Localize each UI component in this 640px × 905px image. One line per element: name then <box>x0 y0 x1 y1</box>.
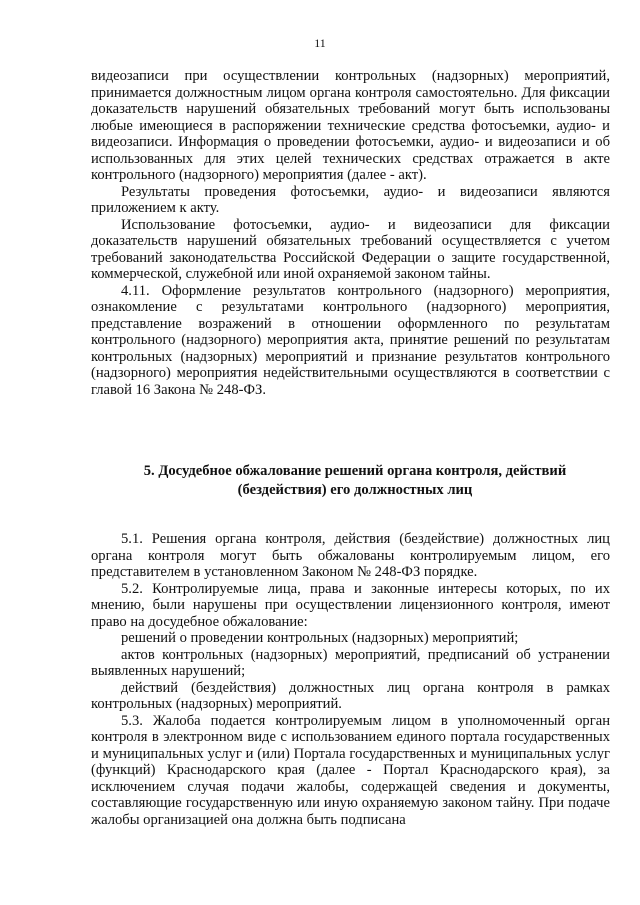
body-text-top <box>91 68 610 398</box>
list-item: актов контрольных (надзорных) мероприятий, предписаний об устранении выявленных нарушений; <box>91 646 610 679</box>
paragraph: видеозаписи при осуществлении контрольных (надзорных) мероприятий, принимается должностным лицом органа контроля самостоятельно. Для фиксации доказательств нарушений обязательных требований могут быть использованы любые имеющиеся в распоряжении технические средства фотосъемки, аудио- и видеозаписи. Информация о проведении фотосъемки, аудио- и видеозаписи и об использованных для этих целей технических средствах отражается в акте контрольного (надзорного) мероприятия (далее - акт). <box>91 68 610 183</box>
paragraph: 5.1. Решения органа контроля, действия (бездействие) должностных лиц органа контроля могут быть обжалованы контролируемым лицом, его представителем в установленном Законом № 248-ФЗ порядке. <box>91 531 610 580</box>
paragraph: Результаты проведения фотосъемки, аудио- и видеозаписи являются приложением к акту. <box>91 183 610 216</box>
list-item: решений о проведении контрольных (надзорных) мероприятий; <box>121 630 519 646</box>
page-number: 11 <box>314 36 326 50</box>
paragraph: 4.11. Оформление результатов контрольного (надзорного) мероприятия, ознакомление с результатами контрольного (надзорного) мероприятия, представление возражений в отношении оформленного по результатам контрольного (надзорного) мероприятия акта, принятие решений по результатам контрольных (надзорных) мероприятий и признание результатов контрольного (надзорного) мероприятия недействительными осуществляются в соответствии с главой 16 Закона № 248-ФЗ. <box>91 282 610 398</box>
body-text-bottom <box>91 531 610 828</box>
paragraph: 5.3. Жалоба подается контролируемым лицом в уполномоченный орган контроля в электронном виде с использованием единого портала государственных и муниципальных услуг и (или) Портала государственных и муниципальных услуг (функций) Краснодарского края (далее - Портал Краснодарского края), за исключением случая подачи жалобы, содержащей сведения и документы, составляющие государственную или иную охраняемую законом тайну. При подаче жалобы организацией она должна быть подписана <box>91 712 610 828</box>
list-item: действий (бездействия) должностных лиц органа контроля в рамках контрольных (надзорных) мероприятий. <box>91 679 610 712</box>
paragraph: 5.2. Контролируемые лица, права и законные интересы которых, по их мнению, были нарушены при осуществлении лицензионного контроля, имеют право на досудебное обжалование: <box>91 580 610 630</box>
section-heading: 5. Досудебное обжалование решений органа контроля, действий (бездействия) его должностных лиц <box>143 463 567 498</box>
paragraph: Использование фотосъемки, аудио- и видеозаписи для фиксации доказательств нарушений обязательных требований осуществляется с учетом требований законодательства Российской Федерации о защите государственной, коммерческой, служебной или иной охраняемой законом тайны. <box>91 216 610 282</box>
